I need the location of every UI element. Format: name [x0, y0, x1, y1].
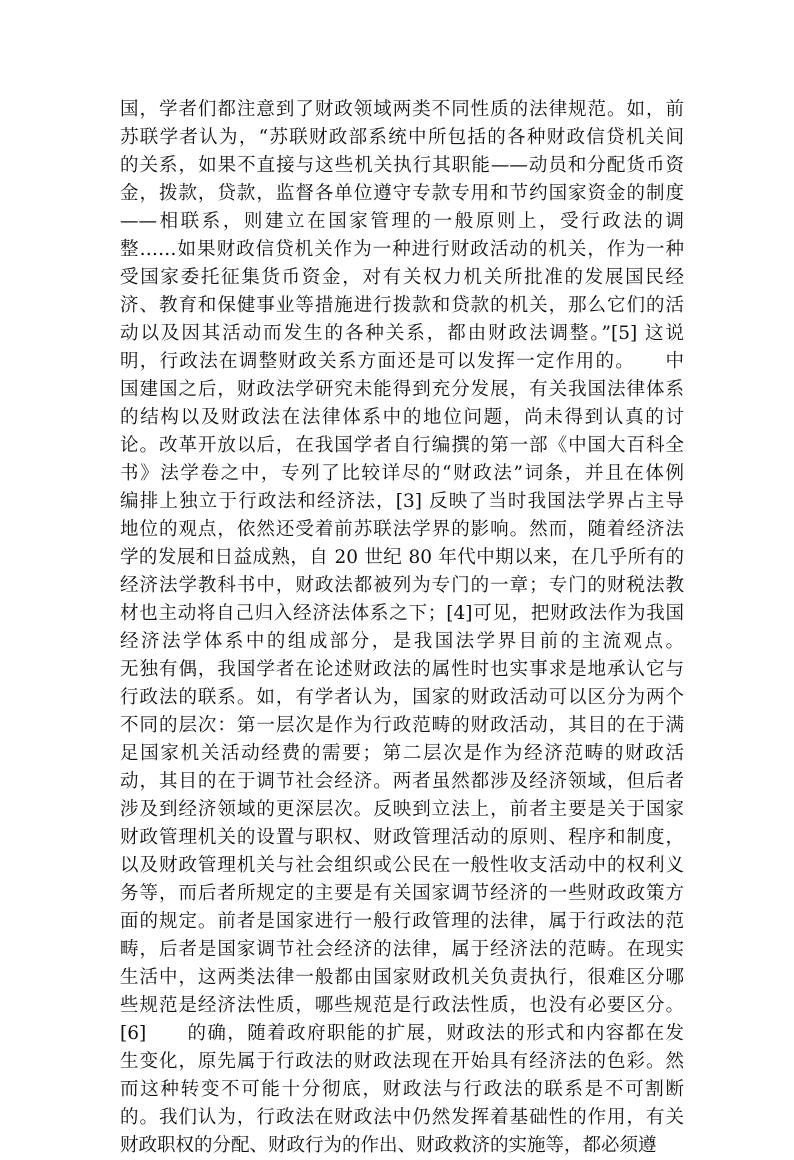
text-line: 经济法学教科书中，财政法都被列为专门的一章；专门的财税法教 [120, 575, 684, 596]
text-line: 以及财政管理机关与社会组织或公民在一般性收支活动中的权利义 [120, 855, 684, 876]
text-line: 不同的层次：第一层次是作为行政范畴的财政活动，其目的在于满 [120, 715, 684, 736]
text-line: 生活中，这两类法律一般都由国家财政机关负责执行，很难区分哪 [120, 967, 684, 988]
text-line: [6] 的确，随着政府职能的扩展，财政法的形式和内容都在发 [120, 1023, 684, 1044]
text-line: 材也主动将自己归入经济法体系之下；[4]可见，把财政法作为我国 [120, 603, 684, 624]
text-line: 论。改革开放以后，在我国学者自行编撰的第一部《中国大百科全 [120, 435, 684, 456]
text-line: 生变化，原先属于行政法的财政法现在开始具有经济法的色彩。然 [120, 1051, 684, 1072]
text-line: 地位的观点，依然还受着前苏联法学界的影响。然而，随着经济法 [120, 519, 684, 540]
text-line: 的结构以及财政法在法律体系中的地位问题，尚未得到认真的讨 [120, 407, 684, 428]
text-line: 明，行政法在调整财政关系方面还是可以发挥一定作用的。 中 [120, 351, 684, 372]
text-line: 行政法的联系。如，有学者认为，国家的财政活动可以区分为两个 [120, 687, 684, 708]
text-line: 畴，后者是国家调节社会经济的法律，属于经济法的范畴。在现实 [120, 939, 684, 960]
text-line: 受国家委托征集货币资金，对有关权力机关所批准的发展国民经 [120, 267, 684, 288]
text-line: 编排上独立于行政法和经济法，[3] 反映了当时我国法学界占主导 [120, 491, 684, 512]
text-line: 足国家机关活动经费的需要；第二层次是作为经济范畴的财政活 [120, 743, 684, 764]
body-text [120, 96, 684, 1160]
text-line: 的关系，如果不直接与这些机关执行其职能——动员和分配货币资 [120, 155, 684, 176]
text-line: 而这种转变不可能十分彻底，财政法与行政法的联系是不可割断 [120, 1079, 684, 1100]
text-line: 无独有偶，我国学者在论述财政法的属性时也实事求是地承认它与 [120, 659, 684, 680]
text-line: 涉及到经济领域的更深层次。反映到立法上，前者主要是关于国家 [120, 799, 684, 820]
text-line: 国，学者们都注意到了财政领域两类不同性质的法律规范。如，前 [120, 99, 684, 120]
text-line: 动，其目的在于调节社会经济。两者虽然都涉及经济领域，但后者 [120, 771, 684, 792]
text-line: 金，拨款，贷款，监督各单位遵守专款专用和节约国家资金的制度 [120, 183, 684, 204]
text-line: ——相联系，则建立在国家管理的一般原则上，受行政法的调 [120, 211, 684, 232]
text-line: 整……如果财政信贷机关作为一种进行财政活动的机关，作为一种 [120, 239, 684, 260]
text-line: 国建国之后，财政法学研究未能得到充分发展，有关我国法律体系 [120, 379, 684, 400]
text-line: 务等，而后者所规定的主要是有关国家调节经济的一些财政政策方 [120, 883, 684, 904]
text-line: 财政职权的分配、财政行为的作出、财政救济的实施等，都必须遵 [120, 1135, 657, 1156]
text-line: 动以及因其活动而发生的各种关系，都由财政法调整。”[5] 这说 [120, 323, 684, 344]
text-line: 济、教育和保健事业等措施进行拨款和贷款的机关，那么它们的活 [120, 295, 684, 316]
text-line: 的。我们认为，行政法在财政法中仍然发挥着基础性的作用，有关 [120, 1107, 684, 1128]
text-line: 面的规定。前者是国家进行一般行政管理的法律，属于行政法的范 [120, 911, 684, 932]
text-line: 财政管理机关的设置与职权、财政管理活动的原则、程序和制度， [120, 827, 684, 848]
text-line: 些规范是经济法性质，哪些规范是行政法性质，也没有必要区分。 [120, 995, 684, 1016]
text-line: 苏联学者认为，“苏联财政部系统中所包括的各种财政信贷机关间 [120, 127, 684, 148]
text-line: 书》法学卷之中，专列了比较详尽的“财政法”词条，并且在体例 [120, 463, 684, 484]
text-line: 学的发展和日益成熟，自 20 世纪 80 年代中期以来，在几乎所有的 [120, 547, 684, 568]
text-line: 经济法学体系中的组成部分，是我国法学界目前的主流观点。 [120, 631, 684, 652]
